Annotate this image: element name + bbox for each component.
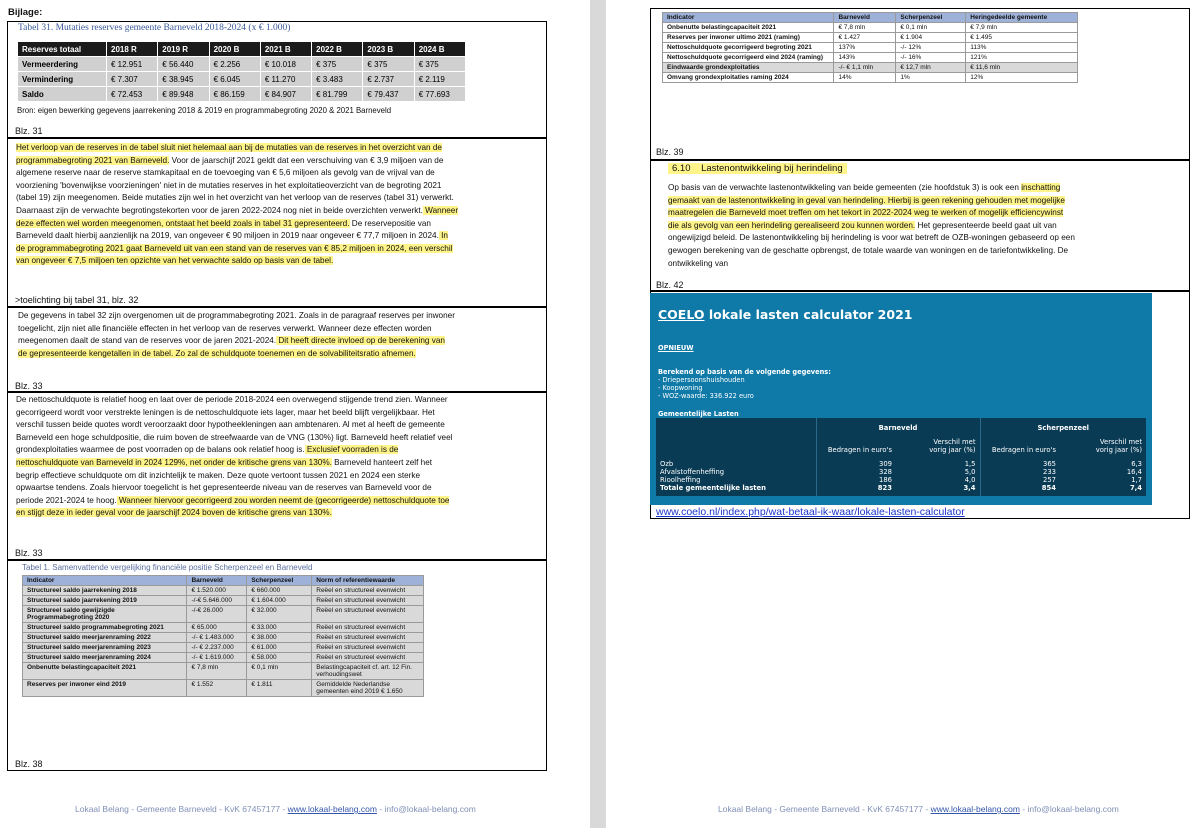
- coelo-cell: 3,4: [896, 484, 980, 496]
- coelo-cell: 328: [879, 468, 892, 476]
- coelo-col-verschil-2a: Verschil met: [1099, 438, 1142, 446]
- coelo-blank-cell-2: [656, 438, 816, 460]
- table39-cell: € 1.495: [966, 33, 1078, 43]
- toelichting-ref: >toelichting bij tabel 31, blz. 32: [15, 295, 139, 305]
- highlighted-text: Dit heeft directe invloed op de berekening van de gepresenteerde kengetallen in de tabel. Zo zal de schuldquote toenemen en de solvabiliteitsratio afnemen.: [18, 336, 445, 358]
- table1-caption: Tabel 1. Samenvattende vergelijking financiële positie Scherpenzeel en Barneveld: [22, 563, 313, 572]
- table39-header-cell: Heringedeelde gemeente: [966, 13, 1078, 23]
- coelo-col-bedrag-2: Bedragen in euro's: [991, 446, 1056, 454]
- footer-right-text: Lokaal Belang - Gemeente Barneveld - KvK 67457177 -: [718, 804, 931, 814]
- coelo-item-1: - Koopwoning: [658, 384, 703, 392]
- coelo-cell: Rioolheffing: [656, 476, 816, 484]
- table31-cell: € 11.270: [260, 72, 311, 87]
- table31-cell: € 56.440: [158, 57, 209, 72]
- coelo-opnieuw-link[interactable]: OPNIEUW: [658, 344, 694, 352]
- body-text: Voor de jaarschijf 2021 geldt dat een verschuiving van € 3,9 miljoen van de algemene reserve naar de reserve stamkapitaal en de toevoeging van € 5,6 miljoen als gevolg van de vrijval van de voorziening 'bovenwijkse voorzieningen' niet in de mutaties reserves in het exploitatieoverzicht van de begroting 2021 (tabel 19) zijn meegenomen. Beide mutaties zijn wel in het overzicht van het verloop van de reserves (tabel 31) verwerkt. Daarnaast zijn de verwachte begrotingstekorten voor de jaren 2022-2024 nog niet in beide overzichten verwerkt.: [16, 155, 454, 215]
- coelo-cell: 854: [1041, 484, 1056, 492]
- table1-cell: Reëel en structureel evenwicht: [312, 653, 424, 663]
- table31-cell: € 77.693: [414, 87, 465, 102]
- coelo-cell: Afvalstoffenheffing: [656, 468, 816, 476]
- section-heading-text: [668, 163, 847, 174]
- table-row: [23, 586, 424, 596]
- page-ref-blz38: Blz. 38: [15, 759, 43, 769]
- table39-cell: -/- 12%: [896, 43, 966, 53]
- table1-cell: -/-€ 5.646.000: [187, 596, 247, 606]
- coelo-blank-cell: [656, 418, 816, 438]
- coelo-basis: Berekend op basis van de volgende gegevens:: [658, 368, 831, 376]
- coelo-cell: 6,3: [1131, 460, 1142, 468]
- table31-cell: € 2.256: [209, 57, 260, 72]
- coelo-brand: COELO: [658, 307, 705, 322]
- table39-cell: Nettoschuldquote gecorrigeerd eind 2024 (raming): [663, 53, 834, 63]
- body-text: Barneveld hanteert zelf het begrip effectieve schuldquote om dit inzichtelijk te maken. Deze quote vertoont tussen 2021 en 2024 een sterke opwaartse tendens. Zoals hiervoor toegelicht is het gepresenteerde niveau van de reserves van Barneveld voor de periode 2021-2024 te hoog.: [16, 457, 433, 505]
- table31-cell: € 81.799: [312, 87, 363, 102]
- coelo-cell: 309: [879, 460, 892, 468]
- table1-cell: € 660.000: [247, 586, 312, 596]
- table39: [662, 12, 1078, 83]
- table1-cell: -/- € 1.483.000: [187, 633, 247, 643]
- table39-cell: 12%: [966, 73, 1078, 83]
- coelo-col-verschil-2: [1060, 438, 1146, 460]
- section-number: 6.10: [672, 163, 691, 174]
- table-row: [663, 33, 1078, 43]
- table1-cell: -/- € 2.237.000: [187, 643, 247, 653]
- para4-text: [668, 182, 1076, 270]
- table1-cell: € 58.000: [247, 653, 312, 663]
- table39-cell: € 7,8 mln: [834, 23, 896, 33]
- coelo-cell: 1,7: [1131, 476, 1142, 484]
- table39-cell: -/- 16%: [896, 53, 966, 63]
- table-row: [23, 596, 424, 606]
- table39-cell: 113%: [966, 43, 1078, 53]
- table31-cell: € 7.307: [107, 72, 158, 87]
- table1-cell: € 1.552: [187, 680, 247, 697]
- footer-right: [718, 804, 1119, 814]
- table39-cell: 1%: [896, 73, 966, 83]
- highlighted-text: Het verloop van de reserves in de tabel sluit niet helemaal aan bij de mutaties van de reserves in het overzicht van de programmabegroting 2021 van Barneveld.: [16, 143, 442, 165]
- table39-cell: € 0,1 mln: [896, 23, 966, 33]
- table31-header-cell: 2023 B: [363, 42, 414, 57]
- footer-left-text: Lokaal Belang - Gemeente Barneveld - KvK 67457177 -: [75, 804, 288, 814]
- table1-cell: Reëel en structureel evenwicht: [312, 633, 424, 643]
- table31-header-cell: Reserves totaal: [18, 42, 107, 57]
- table31-cell: € 86.159: [209, 87, 260, 102]
- table1-cell: € 1.520.000: [187, 586, 247, 596]
- coelo-cell: 365: [1043, 460, 1056, 468]
- table31-cell: Vermindering: [18, 72, 107, 87]
- table31-cell: € 2.119: [414, 72, 465, 87]
- table1-cell: € 61.000: [247, 643, 312, 653]
- table31-cell: € 6.045: [209, 72, 260, 87]
- table31-header-cell: 2022 B: [312, 42, 363, 57]
- coelo-row: [656, 484, 1146, 496]
- coelo-mun2: Scherpenzeel: [1037, 424, 1090, 432]
- coelo-lasten-heading: Gemeentelijke Lasten: [658, 410, 739, 418]
- table1-cell: Structureel saldo programmabegroting 2021: [23, 623, 187, 633]
- table39-cell: 14%: [834, 73, 896, 83]
- table-row: [23, 633, 424, 643]
- table39-cell: 137%: [834, 43, 896, 53]
- coelo-title: [658, 307, 912, 322]
- footer-right-link[interactable]: www.lokaal-belang.com: [930, 804, 1020, 814]
- coelo-title-rest: lokale lasten calculator 2021: [704, 307, 913, 322]
- highlighted-text: inschatting gemaakt van de lastenontwikkeling in geval van herindeling. Hierbij is geen rekening gehouden met mogelijke maatregelen die Barneveld moet treffen om het tekort in 2022-2024 weg te werken of mogelijk efficiencywinst die als gevolg van een herindeling gerealiseerd zou kunnen worden.: [668, 183, 1065, 230]
- bijlage-label: Bijlage:: [8, 7, 43, 18]
- table1-cell: € 0,1 mln: [247, 663, 312, 680]
- table-row: [18, 57, 466, 72]
- table1-cell: Structureel saldo jaarrekening 2019: [23, 596, 187, 606]
- table-row: [23, 653, 424, 663]
- table39-cell: 143%: [834, 53, 896, 63]
- section-heading: [668, 163, 847, 176]
- coelo-cell: 7,4: [1129, 484, 1142, 492]
- coelo-table: [656, 418, 1146, 496]
- table1-cell: Reëel en structureel evenwicht: [312, 596, 424, 606]
- table1-header-cell: Indicator: [23, 576, 187, 586]
- page-ref-blz33a: Blz. 33: [15, 381, 43, 391]
- table1-cell: € 65.000: [187, 623, 247, 633]
- table1-cell: Reëel en structureel evenwicht: [312, 623, 424, 633]
- table-row: [23, 623, 424, 633]
- table39-cell: Reserves per inwoner ultimo 2021 (raming): [663, 33, 834, 43]
- page-ref-blz33b: Blz. 33: [15, 548, 43, 558]
- para1-text: [16, 142, 459, 268]
- table31-caption: Tabel 31. Mutaties reserves gemeente Barneveld 2018-2024 (x € 1.000): [18, 23, 291, 33]
- table1-cell: Onbenutte belastingcapaciteit 2021: [23, 663, 187, 680]
- table1-cell: Structureel saldo meerjarenraming 2022: [23, 633, 187, 643]
- body-text: De gegevens in tabel 32 zijn overgenomen uit de programmabegroting 2021. Zoals in de paragraaf reserves per inwoner toegelicht, zijn niet alle financiële effecten in het verloop van de reserves verwerkt. Wanneer deze effecten worden meegenomen daalt de stand van de reserves voor de jaren 2021-2024.: [18, 311, 455, 346]
- table1-cell: Structureel saldo gewijzigde Programmabegroting 2020: [23, 606, 187, 623]
- table31-header-cell: 2018 R: [107, 42, 158, 57]
- table31-source: Bron: eigen bewerking gegevens jaarrekening 2018 & 2019 en programmabegroting 2020 & 2021 Barneveld: [17, 106, 392, 115]
- coelo-col-bedrag-1: Bedragen in euro's: [827, 446, 892, 454]
- table1-cell: -/-€ 26.000: [187, 606, 247, 623]
- table39-cell: Eindwaarde grondexploitaties: [663, 63, 834, 73]
- body-text: De nettoschuldquote is relatief hoog en laat over de periode 2018-2024 een overwegend stijgende trend zien. Wanneer gecorrigeerd wordt voor verstrekte leningen is de nettoschuldquote iets lager, maar het beeld blijft vergelijkbaar. Het verschil tussen beide quotes wordt veroorzaakt door hypotheekleningen aan ambtenaren. Al met al heeft de gemeente Barneveld een hoge schuldpositie, die ruim boven de streefwaarde van de VNG (130%) ligt. Barneveld heeft relatief veel grondexploitaties waarmee de post voorraden op de balans ook relatief hoog is.: [16, 395, 453, 455]
- coelo-item-2: - WOZ-waarde: 336.922 euro: [658, 392, 754, 400]
- table-row: [23, 606, 424, 623]
- table31-cell: Saldo: [18, 87, 107, 102]
- para2-text: [18, 310, 455, 360]
- coelo-cell: 186: [879, 476, 892, 484]
- coelo-cell: Ozb: [656, 460, 816, 468]
- page-ref-blz31: Blz. 31: [15, 126, 43, 136]
- coelo-row: [656, 476, 1146, 484]
- highlighted-text: Wanneer hiervoor gecorrigeerd zou worden neemt de (gecorrigeerde) nettoschuldquote toe en stijgt deze in ieder geval voor de jaarschijf 2024 boven de kritische grens van 130%.: [16, 495, 450, 518]
- table39-cell: -/- € 1,1 mln: [834, 63, 896, 73]
- table1-cell: € 33.000: [247, 623, 312, 633]
- coelo-cell: 1,5: [896, 460, 980, 468]
- footer-left: [75, 804, 476, 814]
- coelo-mun1: Barneveld: [816, 418, 980, 438]
- table31-cell: € 72.453: [107, 87, 158, 102]
- table31-cell: € 375: [363, 57, 414, 72]
- table1-cell: Reserves per inwoner eind 2019: [23, 680, 187, 697]
- footer-left-link[interactable]: www.lokaal-belang.com: [287, 804, 377, 814]
- body-text: Het gepresenteerde beeld gaat uit van ongewijzigd beleid. De lastenontwikkeling bij herindeling is voor wat betreft de OZB-woningen gebaseerd op een gewogen berekening van de geschatte opbrengst, de totale waarde van woningen en de tariefontwikkeling. De ontwikkeling van: [668, 220, 1075, 268]
- table1-cell: Reëel en structureel evenwicht: [312, 643, 424, 653]
- table1-cell: € 32.000: [247, 606, 312, 623]
- table31-cell: Vermeerdering: [18, 57, 107, 72]
- page-ref-blz39: Blz. 39: [656, 147, 684, 157]
- table31: [17, 41, 466, 102]
- table39-cell: Onbenutte belastingcapaciteit 2021: [663, 23, 834, 33]
- table31-cell: € 38.945: [158, 72, 209, 87]
- table31-cell: € 84.907: [260, 87, 311, 102]
- table31-cell: € 89.948: [158, 87, 209, 102]
- table39-header-cell: Indicator: [663, 13, 834, 23]
- coelo-cell: 16,4: [1126, 468, 1142, 476]
- coelo-col-verschil-1: [896, 438, 980, 460]
- coelo-cell: Totale gemeentelijke lasten: [656, 484, 816, 496]
- table-row: [663, 43, 1078, 53]
- table31-header-cell: 2024 B: [414, 42, 465, 57]
- table-row: [663, 53, 1078, 63]
- table31-cell: € 79.437: [363, 87, 414, 102]
- table1-cell: Structureel saldo meerjarenraming 2024: [23, 653, 187, 663]
- table39-header-cell: Scherpenzeel: [896, 13, 966, 23]
- table1-cell: Structureel saldo jaarrekening 2018: [23, 586, 187, 596]
- coelo-cell: 233: [1043, 468, 1056, 476]
- table31-cell: € 12.951: [107, 57, 158, 72]
- body-text: De reservepositie van Barneveld daalt hierbij aanzienlijk na 2019, van ongeveer € 90 miljoen in 2019 naar ongeveer € 77,7 miljoen in 2024.: [16, 218, 439, 241]
- coelo-col-verschil-1b: vorig jaar (%): [929, 446, 976, 454]
- coelo-calculator: [650, 293, 1152, 505]
- table31-cell: € 3.483: [312, 72, 363, 87]
- table1-cell: € 1.604.000: [247, 596, 312, 606]
- table1-header-cell: Scherpenzeel: [247, 576, 312, 586]
- coelo-row: [656, 468, 1146, 476]
- table39-cell: € 12,7 mln: [896, 63, 966, 73]
- coelo-cell: 4,0: [896, 476, 980, 484]
- table1-cell: Reëel en structureel evenwicht: [312, 606, 424, 623]
- table31-cell: € 375: [414, 57, 465, 72]
- table1-cell: Structureel saldo meerjarenraming 2023: [23, 643, 187, 653]
- table1-cell: € 7,8 mln: [187, 663, 247, 680]
- coelo-item-0: - Driepersoonshuishouden: [658, 376, 745, 384]
- table-row: [23, 680, 424, 697]
- table1-cell: Reëel en structureel evenwicht: [312, 586, 424, 596]
- table1-cell: Belastingcapaciteit cf. art. 12 Fin. verhoudingswet: [312, 663, 424, 680]
- table31-cell: € 375: [312, 57, 363, 72]
- table-row: [18, 72, 466, 87]
- table-row: [23, 643, 424, 653]
- table39-cell: € 1.427: [834, 33, 896, 43]
- table1-header-cell: Barneveld: [187, 576, 247, 586]
- table-row: [663, 63, 1078, 73]
- table1-header-cell: Norm of referentiewaarde: [312, 576, 424, 586]
- table39-cell: Nettoschuldquote gecorrigeerd begroting 2021: [663, 43, 834, 53]
- table1-cell: -/- € 1.619.000: [187, 653, 247, 663]
- coelo-row: [656, 460, 1146, 468]
- page-ref-blz42: Blz. 42: [656, 280, 684, 290]
- highlighted-text: In de programmabegroting 2021 gaat Barneveld uit van een stand van de reserves van € 85,2 miljoen in 2024, een verschil van ongeveer € 7,5 miljoen ten opzichte van het verwachte saldo op basis van de tabel.: [16, 231, 453, 266]
- coelo-col-verschil-1a: Verschil met: [933, 438, 976, 446]
- footer-left-email: - info@lokaal-belang.com: [376, 804, 476, 814]
- table-row: [663, 73, 1078, 83]
- table39-header-cell: Barneveld: [834, 13, 896, 23]
- table39-cell: € 11,6 mln: [966, 63, 1078, 73]
- table-row: [23, 663, 424, 680]
- coelo-col-verschil-2b: vorig jaar (%): [1095, 446, 1142, 454]
- coelo-url-link[interactable]: www.coelo.nl/index.php/wat-betaal-ik-waar/lokale-lasten-calculator: [656, 506, 965, 518]
- table31-cell: € 2.737: [363, 72, 414, 87]
- table1-cell: € 38.000: [247, 633, 312, 643]
- table1-cell: Gemiddelde Nederlandse gemeenten eind 2019 € 1.650: [312, 680, 424, 697]
- table39-cell: € 1.904: [896, 33, 966, 43]
- coelo-cell: 257: [1043, 476, 1056, 484]
- table1: [22, 575, 424, 697]
- table31-header-cell: 2021 B: [260, 42, 311, 57]
- coelo-cell: 5,0: [896, 468, 980, 476]
- table39-cell: € 7,9 mln: [966, 23, 1078, 33]
- table39-cell: 121%: [966, 53, 1078, 63]
- table39-cell: Omvang grondexploitaties raming 2024: [663, 73, 834, 83]
- section-title: Lastenontwikkeling bij herindeling: [701, 163, 843, 174]
- table1-cell: € 1.811: [247, 680, 312, 697]
- highlighted-text: Exclusief voorraden is de nettoschuldquote van Barneveld in 2024 129%, net onder de kritische grens van 130%.: [16, 445, 399, 467]
- table31-header-cell: 2019 R: [158, 42, 209, 57]
- table-row: [18, 87, 466, 102]
- coelo-cell: 823: [877, 484, 892, 492]
- para3-text: [16, 394, 454, 520]
- footer-right-email: - info@lokaal-belang.com: [1019, 804, 1119, 814]
- table31-cell: € 10.018: [260, 57, 311, 72]
- table-row: [663, 23, 1078, 33]
- highlighted-text: Wanneer deze effecten wel worden meegenomen, ontstaat het beeld zoals in tabel 31 gepresenteerd.: [16, 205, 459, 228]
- table31-header-cell: 2020 B: [209, 42, 260, 57]
- body-text: Op basis van de verwachte lastenontwikkeling van beide gemeenten (zie hoofdstuk 3) is ook een: [668, 183, 1022, 192]
